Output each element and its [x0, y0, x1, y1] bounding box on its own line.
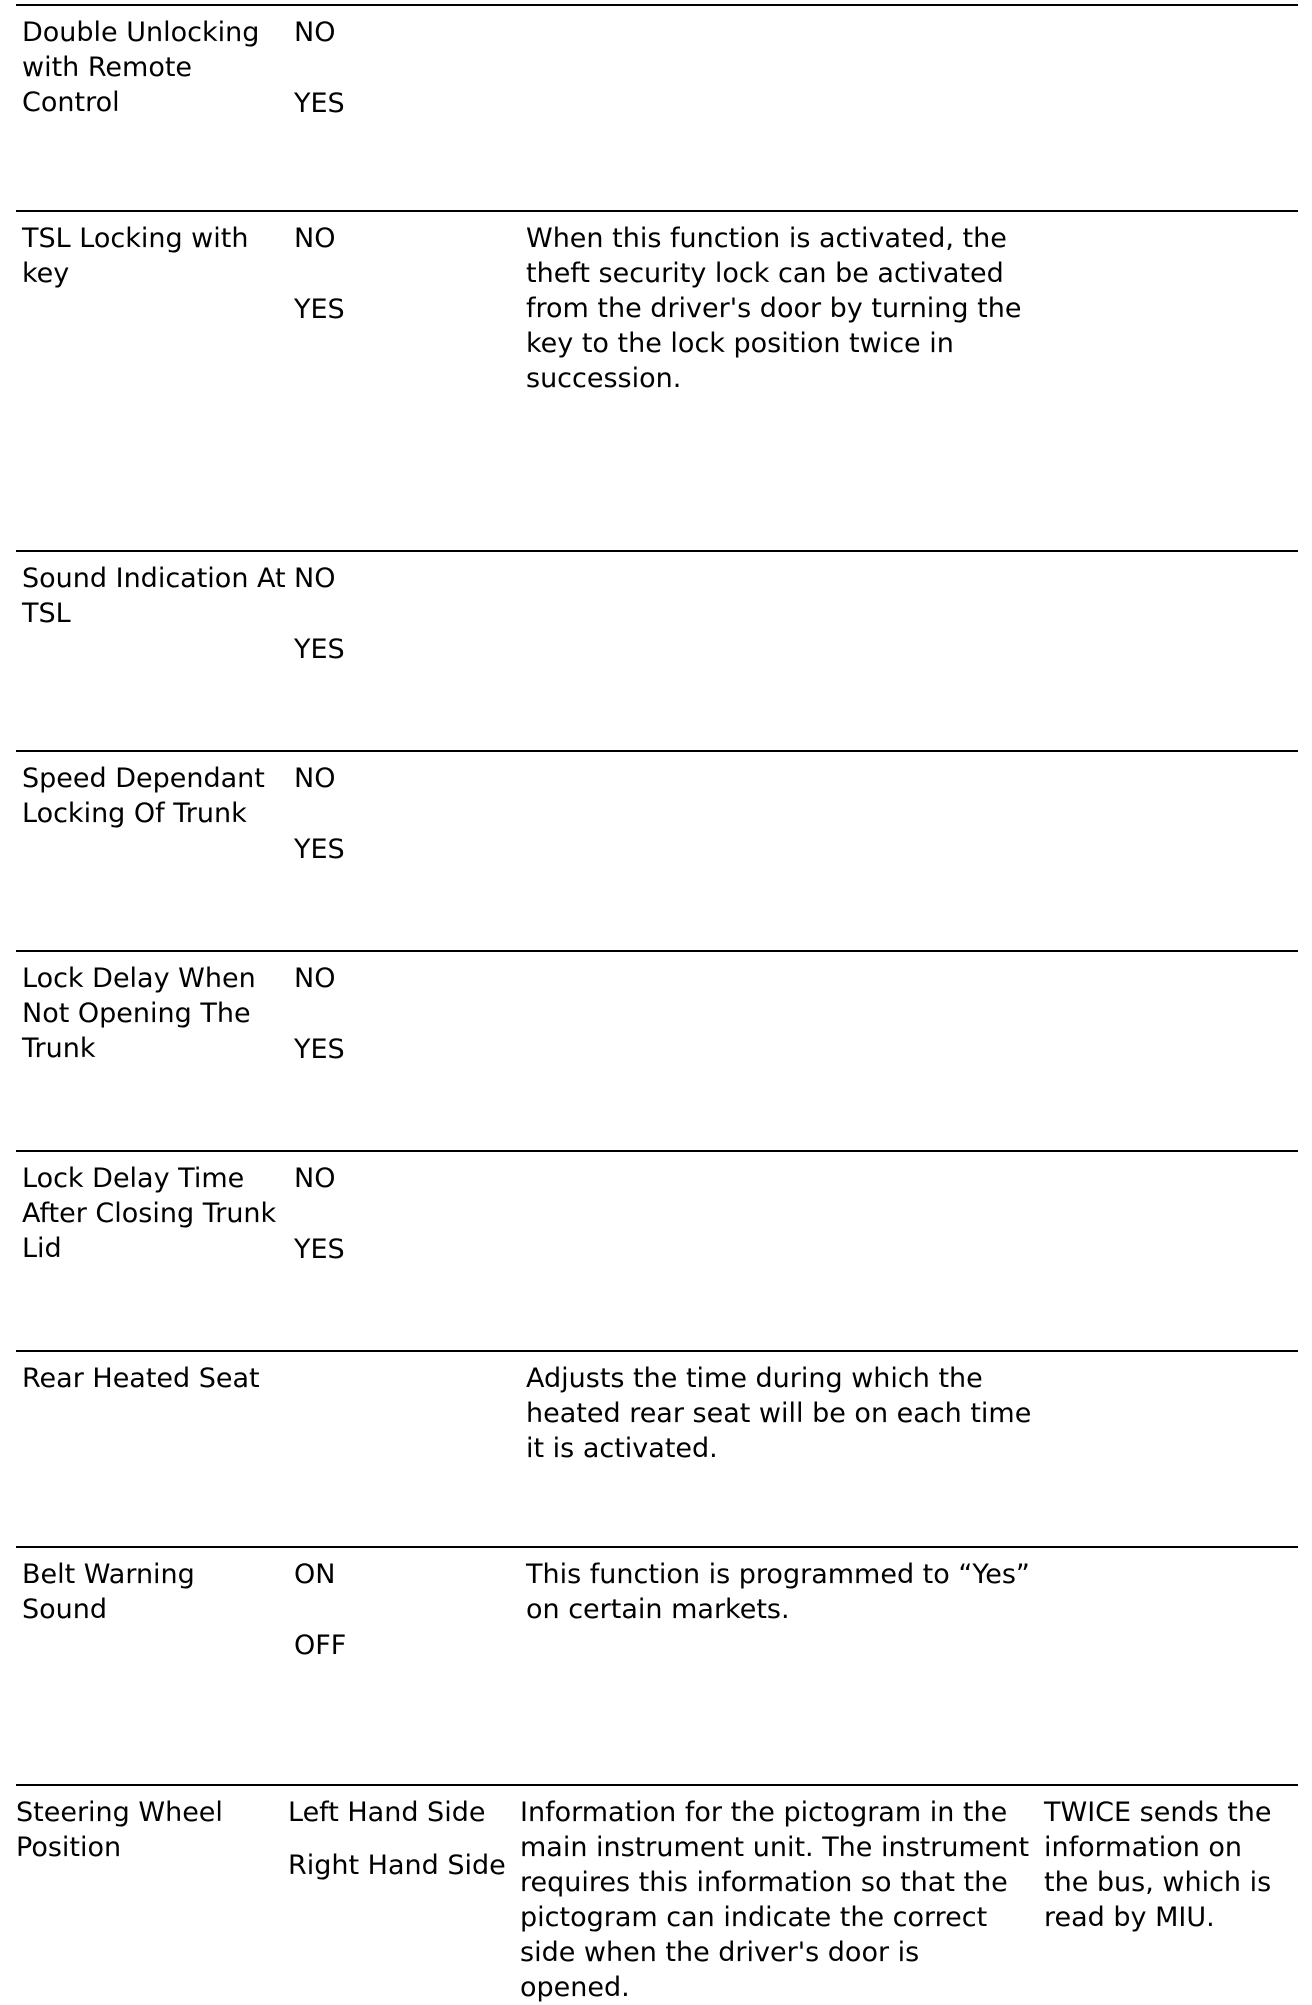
setting-name: Lock Delay Time After Closing Trunk Lid — [22, 1163, 277, 1264]
setting-name: Belt Warning Sound — [22, 1559, 195, 1625]
setting-description: When this function is activated, the theft security lock can be activated from the driver's door by turning the key to the lock position twice in succession. — [526, 223, 1022, 394]
setting-options — [294, 1161, 504, 1267]
setting-name: Speed Dependant Locking Of Trunk — [22, 763, 265, 829]
option-value: NO — [294, 223, 336, 254]
setting-options — [294, 961, 504, 1067]
setting-options — [294, 15, 504, 121]
settings-row — [16, 1150, 1298, 1352]
option-value: NO — [294, 1163, 336, 1194]
settings-row — [16, 750, 1298, 952]
setting-name: Rear Heated Seat — [22, 1363, 260, 1394]
setting-description: This function is programmed to “Yes” on certain markets. — [526, 1559, 1030, 1625]
setting-name: Sound Indication At TSL — [22, 563, 286, 629]
setting-options — [288, 1795, 518, 1883]
settings-row — [16, 550, 1298, 752]
settings-row — [16, 950, 1298, 1152]
option-value: YES — [294, 1234, 345, 1265]
option-value: YES — [294, 834, 345, 865]
option-value: Right Hand Side — [288, 1850, 506, 1881]
setting-description: Information for the pictogram in the main instrument unit. The instrument requires this information so that the pictogram can indicate the correct side when the driver's door is opened. — [520, 1797, 1030, 2003]
setting-options — [294, 561, 504, 667]
option-value: NO — [294, 17, 336, 48]
settings-row — [16, 1350, 1298, 1548]
option-value: NO — [294, 963, 336, 994]
option-value: NO — [294, 763, 336, 794]
settings-row — [16, 1546, 1298, 1786]
option-value: Left Hand Side — [288, 1797, 486, 1828]
option-value: YES — [294, 88, 345, 119]
setting-note: TWICE sends the information on the bus, which is read by MIU. — [1044, 1797, 1272, 1933]
settings-row — [16, 4, 1298, 212]
option-value: OFF — [294, 1630, 347, 1661]
setting-options — [294, 1557, 504, 1663]
option-value: NO — [294, 563, 336, 594]
setting-options — [294, 761, 504, 867]
option-value: ON — [294, 1559, 336, 1590]
setting-name: TSL Locking with key — [22, 223, 249, 289]
setting-description: Adjusts the time during which the heated rear seat will be on each time it is activated. — [526, 1363, 1032, 1464]
option-value: YES — [294, 294, 345, 325]
setting-name: Lock Delay When Not Opening The Trunk — [22, 963, 256, 1064]
option-value: YES — [294, 634, 345, 665]
option-value: YES — [294, 1034, 345, 1065]
setting-options — [294, 221, 504, 327]
setting-name: Double Unlocking with Remote Control — [22, 17, 260, 118]
settings-row — [16, 210, 1298, 552]
settings-row — [16, 1784, 1298, 2003]
setting-name: Steering Wheel Position — [16, 1797, 223, 1863]
